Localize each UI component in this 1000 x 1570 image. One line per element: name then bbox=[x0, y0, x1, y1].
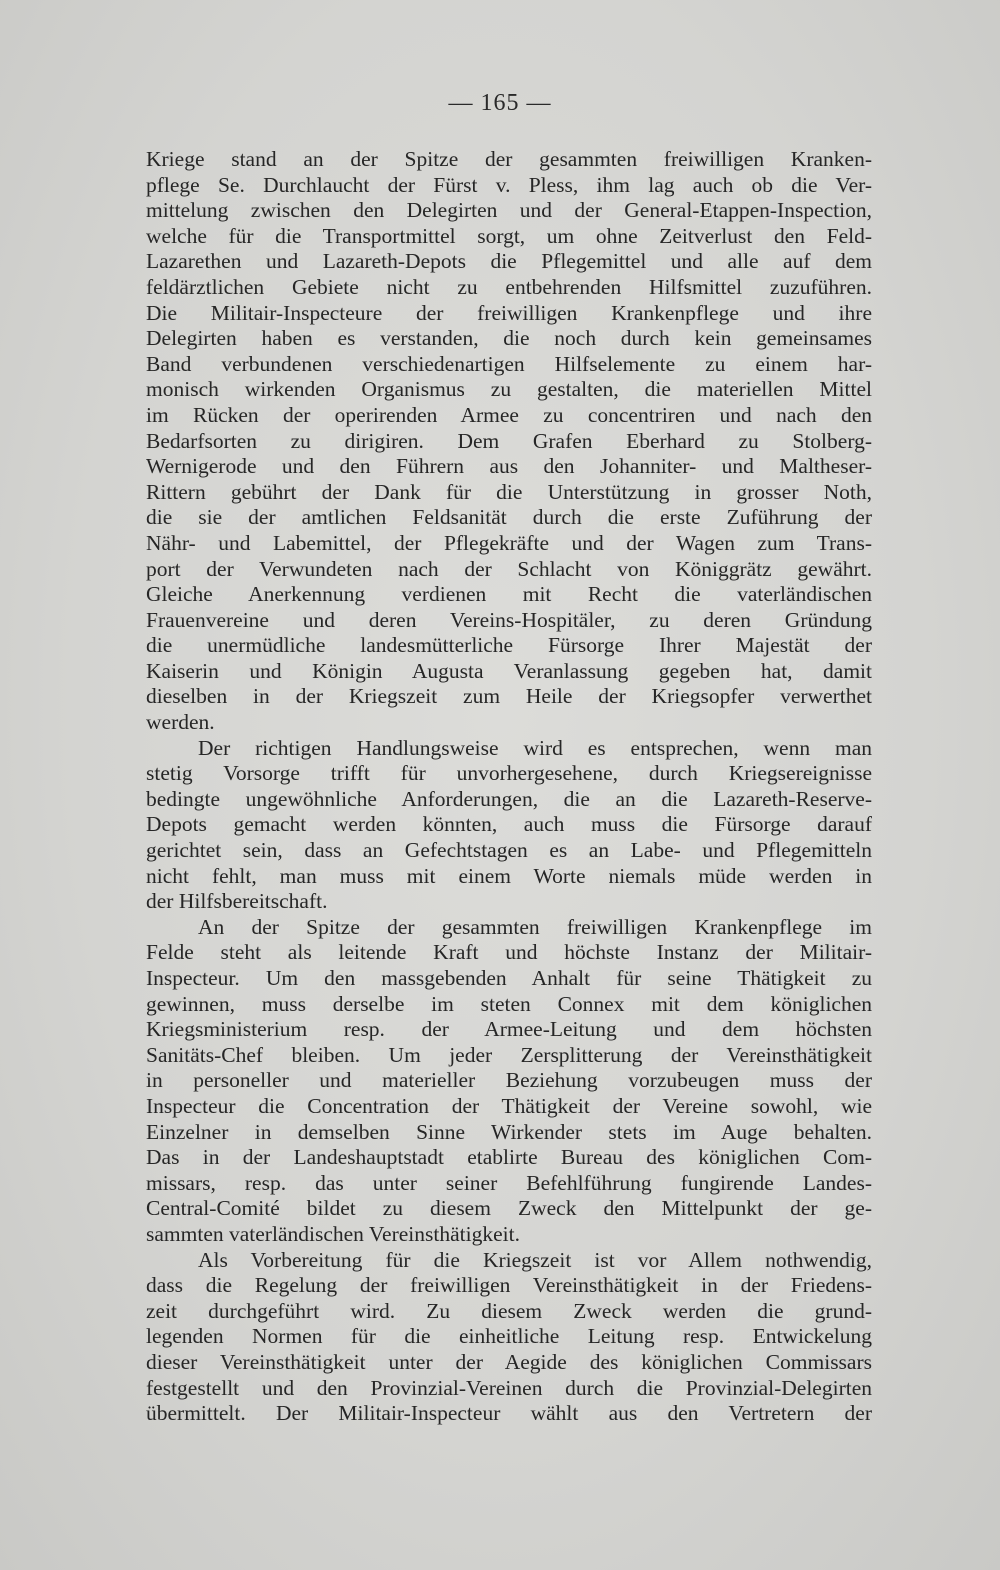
text-line: Central-Comité bildet zu diesem Zweck den Mittelpunkt der ge- bbox=[146, 1196, 872, 1221]
body-text bbox=[146, 147, 872, 1427]
text-line: im Rücken der operirenden Armee zu concentriren und nach den bbox=[146, 402, 872, 427]
text-line: Kriegsministerium resp. der Armee-Leitung und dem höchsten bbox=[146, 1017, 872, 1042]
text-line: dieser Vereinsthätigkeit unter der Aegide des königlichen Commissars bbox=[146, 1349, 872, 1374]
text-line: bedingte ungewöhnliche Anforderungen, die an die Lazareth-Reserve- bbox=[146, 786, 872, 811]
text-line: Die Militair-Inspecteure der freiwilligen Krankenpflege und ihre bbox=[146, 300, 872, 325]
text-line: mittelung zwischen den Delegirten und der General-Etappen-Inspection, bbox=[146, 198, 872, 223]
text-line: Bedarfsorten zu dirigiren. Dem Grafen Eberhard zu Stolberg- bbox=[146, 428, 872, 453]
text-line: dass die Regelung der freiwilligen Vereinsthätigkeit in der Friedens- bbox=[146, 1273, 872, 1298]
text-line: stetig Vorsorge trifft für unvorhergesehene, durch Kriegsereignisse bbox=[146, 761, 872, 786]
text-line: Als Vorbereitung für die Kriegszeit ist vor Allem nothwendig, bbox=[198, 1247, 872, 1272]
text-line: welche für die Transportmittel sorgt, um ohne Zeitverlust den Feld- bbox=[146, 223, 872, 248]
text-line: legenden Normen für die einheitliche Leitung resp. Entwickelung bbox=[146, 1324, 872, 1349]
text-line: Der richtigen Handlungsweise wird es entsprechen, wenn man bbox=[198, 735, 872, 760]
paragraph bbox=[146, 1248, 872, 1427]
text-line: Rittern gebührt der Dank für die Unterstützung in grosser Noth, bbox=[146, 479, 872, 504]
text-line: Gleiche Anerkennung verdienen mit Recht die vaterländischen bbox=[146, 582, 872, 607]
text-line: Delegirten haben es verstanden, die noch durch kein gemeinsames bbox=[146, 326, 872, 351]
text-line: Kriege stand an der Spitze der gesammten freiwilligen Kranken- bbox=[146, 147, 872, 171]
text-line: port der Verwundeten nach der Schlacht von Königgrätz gewährt. bbox=[146, 556, 872, 581]
text-line: Das in der Landeshauptstadt etablirte Bureau des königlichen Com- bbox=[146, 1145, 872, 1170]
text-line: sammten vaterländischen Vereinsthätigkeit. bbox=[146, 1221, 520, 1246]
text-line: Inspecteur. Um den massgebenden Anhalt für seine Thätigkeit zu bbox=[146, 966, 872, 990]
text-line: dieselben in der Kriegszeit zum Heile der Kriegsopfer verwerthet bbox=[146, 684, 872, 709]
text-line: werden. bbox=[146, 710, 215, 735]
text-line: nicht fehlt, man muss mit einem Worte niemals müde werden in bbox=[146, 863, 872, 888]
text-line: Frauenvereine und deren Vereins-Hospitäler, zu deren Gründung bbox=[146, 607, 872, 632]
text-line: festgestellt und den Provinzial-Vereinen durch die Provinzial-Delegirten bbox=[146, 1375, 872, 1400]
text-line: Wernigerode und den Führern aus den Johanniter- und Maltheser- bbox=[146, 454, 872, 479]
text-line: missars, resp. das unter seiner Befehlführung fungirende Landes- bbox=[146, 1170, 872, 1195]
text-line: Sanitäts-Chef bleiben. Um jeder Zersplitterung der Vereinsthätigkeit bbox=[146, 1042, 872, 1067]
text-line: Einzelner in demselben Sinne Wirkender stets im Auge behalten. bbox=[146, 1119, 872, 1144]
text-line: Felde steht als leitende Kraft und höchste Instanz der Militair- bbox=[146, 940, 872, 965]
paragraph bbox=[146, 147, 872, 736]
text-line: übermittelt. Der Militair-Inspecteur wählt aus den Vertretern der bbox=[146, 1401, 872, 1426]
text-line: in personeller und materieller Beziehung vorzubeugen muss der bbox=[146, 1068, 872, 1093]
page-number: — 165 — bbox=[448, 90, 552, 116]
text-line: gerichtet sein, dass an Gefechtstagen es an Labe- und Pflegemitteln bbox=[146, 838, 872, 863]
text-line: Lazarethen und Lazareth-Depots die Pflegemittel und alle auf dem bbox=[146, 249, 872, 274]
text-line: feldärztlichen Gebiete nicht zu entbehrenden Hilfsmittel zuzuführen. bbox=[146, 274, 872, 299]
text-line: die unermüdliche landesmütterliche Fürsorge Ihrer Majestät der bbox=[146, 633, 872, 658]
text-line: zeit durchgeführt wird. Zu diesem Zweck werden die grund- bbox=[146, 1298, 872, 1323]
text-line: der Hilfsbereitschaft. bbox=[146, 889, 328, 914]
text-line: An der Spitze der gesammten freiwilligen Krankenpflege im bbox=[198, 914, 872, 939]
text-line: gewinnen, muss derselbe im steten Connex mit dem königlichen bbox=[146, 991, 872, 1016]
text-line: monisch wirkenden Organismus zu gestalten, die materiellen Mittel bbox=[146, 377, 872, 402]
paragraph bbox=[146, 915, 872, 1248]
text-line: pflege Se. Durchlaucht der Fürst v. Pless, ihm lag auch ob die Ver- bbox=[146, 172, 872, 197]
text-line: Nähr- und Labemittel, der Pflegekräfte und der Wagen zum Trans- bbox=[146, 530, 872, 555]
text-line: Inspecteur die Concentration der Thätigkeit der Vereine sowohl, wie bbox=[146, 1093, 872, 1118]
text-line: die sie der amtlichen Feldsanität durch die erste Zuführung der bbox=[146, 505, 872, 530]
paragraph bbox=[146, 736, 872, 915]
text-line: Depots gemacht werden könnten, auch muss die Fürsorge darauf bbox=[146, 812, 872, 837]
text-line: Band verbundenen verschiedenartigen Hilfselemente zu einem har- bbox=[146, 351, 872, 376]
text-line: Kaiserin und Königin Augusta Veranlassung gegeben hat, damit bbox=[146, 658, 872, 683]
